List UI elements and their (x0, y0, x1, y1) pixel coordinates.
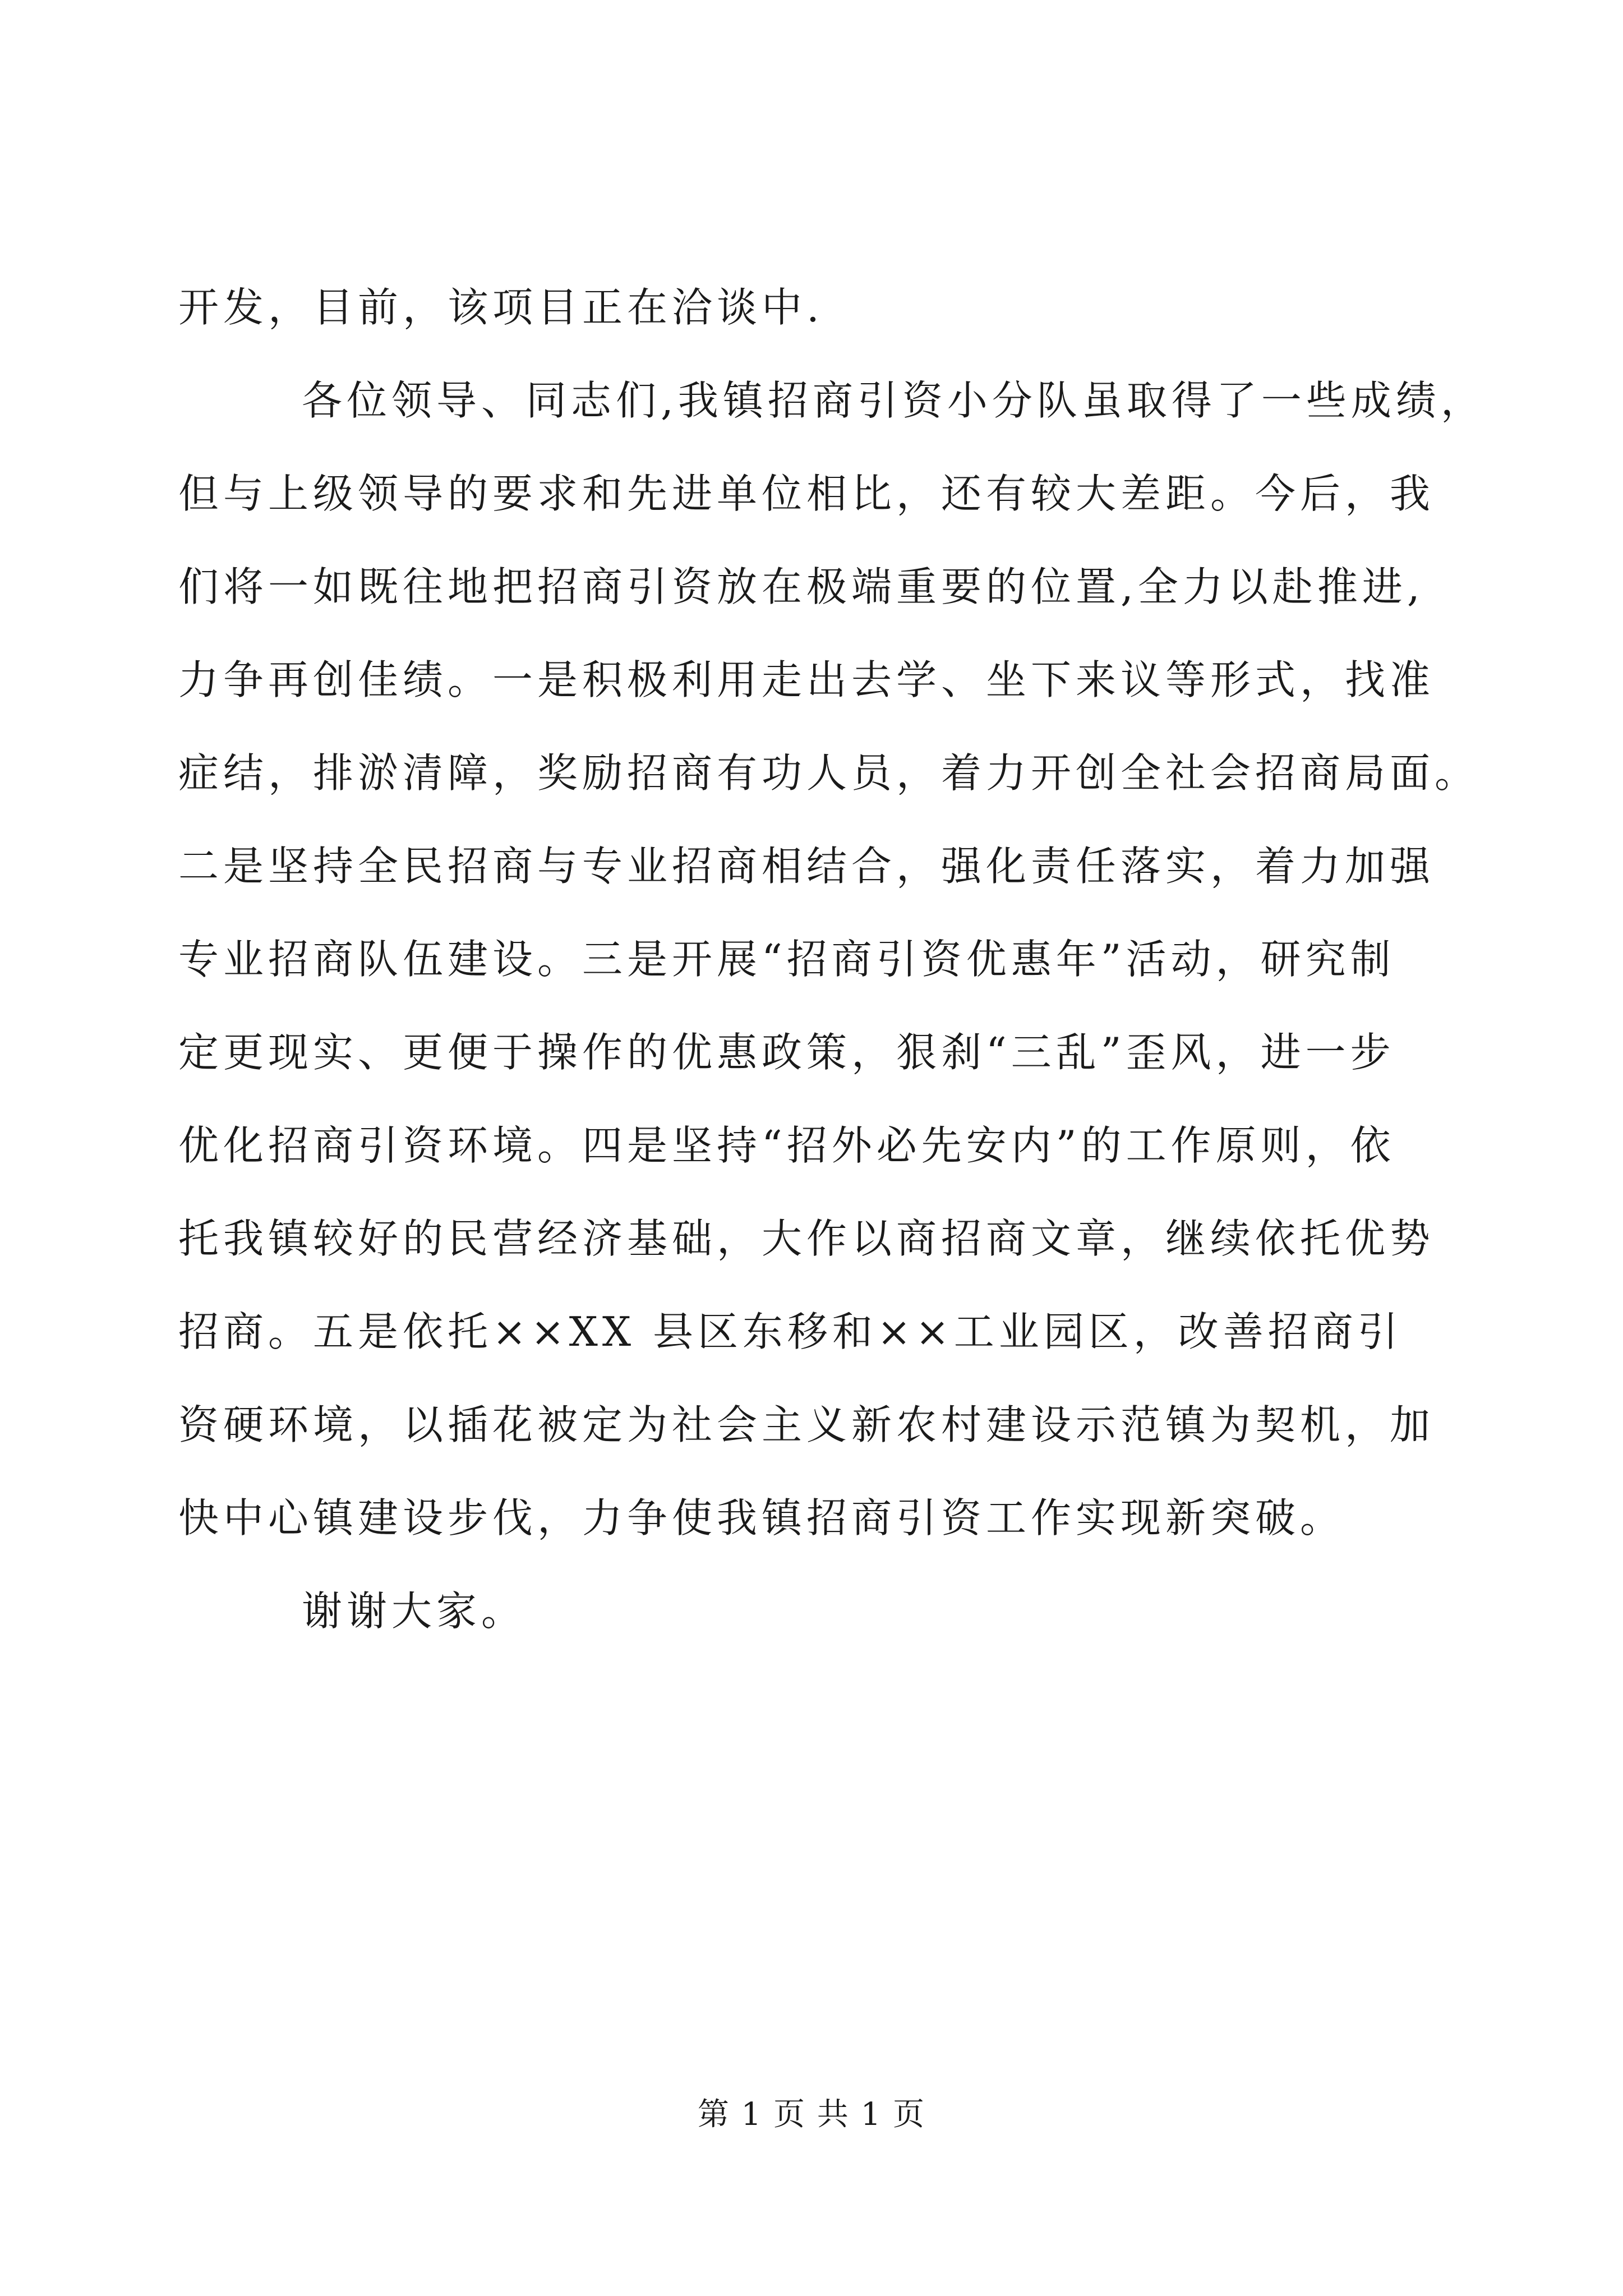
paragraph-2-line-10: 托我镇较好的民营经济基础，大作以商招商文章，继续依托优势 (178, 1215, 1435, 1262)
paragraph-2-line-11: 招商。五是依托××XX 县区东移和××工业园区，改善招商引 (178, 1308, 1403, 1355)
paragraph-2-line-5: 症结，排淤清障，奖励招商有功人员，着力开创全社会招商局面。 (178, 749, 1480, 797)
paragraph-2-line-3: 们将一如既往地把招商引资放在极端重要的位置,全力以赴推进, (178, 563, 1424, 610)
paragraph-2-line-8: 定更现实、更便于操作的优惠政策，狠刹“三乱”歪风，进一步 (178, 1029, 1395, 1076)
paragraph-2-line-12: 资硬环境，以插花被定为社会主义新农村建设示范镇为契机，加 (178, 1401, 1435, 1448)
paragraph-2-line-4: 力争再创佳绩。一是积极利用走出去学、坐下来议等形式，找准 (178, 656, 1435, 703)
paragraph-1-line-1: 开发，目前，该项目正在洽谈中. (178, 284, 824, 331)
document-body (178, 261, 1486, 1658)
paragraph-2-line-2: 但与上级领导的要求和先进单位相比，还有较大差距。今后，我 (178, 470, 1435, 517)
paragraph-2-line-13: 快中心镇建设步伐，力争使我镇招商引资工作实现新突破。 (178, 1494, 1345, 1542)
paragraph-2-line-6: 二是坚持全民招商与专业招商相结合，强化责任落实，着力加强 (178, 843, 1435, 890)
paragraph-2-line-1: 各位领导、同志们,我镇招商引资小分队虽取得了一些成绩， (302, 377, 1486, 424)
paragraph-2-line-9: 优化招商引资环境。四是坚持“招外必先安内”的工作原则，依 (178, 1122, 1395, 1169)
paragraph-2-line-7: 专业招商队伍建设。三是开展“招商引资优惠年”活动，研究制 (178, 936, 1395, 983)
paragraph-3-line-1: 谢谢大家。 (302, 1588, 527, 1635)
page-number-footer: 第 1 页 共 1 页 (697, 2096, 926, 2133)
